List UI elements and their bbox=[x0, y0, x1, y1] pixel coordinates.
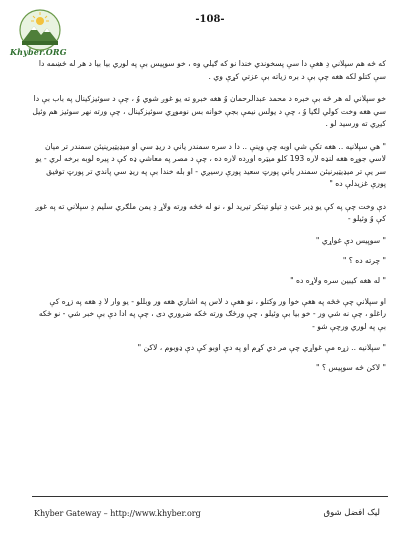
dialogue-line-3: " له هغه کیبین سره ولاړه ده " bbox=[290, 275, 386, 285]
dialogue-line-4: " سپلانیه .. زړه مې غواړي چې مر دي کړم او په دې اوبو کې دې ډوبوم ، لاکن " bbox=[137, 343, 386, 352]
paragraph-1: که څه هم سپلاني دِ هغې دا سې پسخوندي خندا نو که ګیلي وه ، خو سوپیس بې په لوري بیا بیا د هر له څښمه دا سې کتلو لکه هغه چې بې د بره زیاته بې عزتي کړې وي . bbox=[38, 59, 386, 81]
paragraph-3: " هي سپلانیه .. هغه تکې شي اوبه چې وینې .. دا د سره سمندر یاني د ریډ سي او میډیټیرینیئن سمندر تر میان لاسي جوړه هغه لنډه لاره 193 کلو میټره اوږده لاره ده ، چې د مصر په معاشي ډه کې د پیره لوبه برخه لري - یو سر یې تر میډیټیرنیئن سمندر یاني پورټ سعید پورې رسیږي - او بله خندا بې په ریډ سي پاندي تر پورټ توفیق پورې غزیدلې ده " bbox=[35, 141, 386, 188]
document-body bbox=[32, 58, 386, 383]
dialogue-line-1: " سوپیس دې غواړي " bbox=[315, 235, 386, 245]
page-number: -108- bbox=[195, 14, 225, 25]
logo-text: Khyber.ORG bbox=[10, 47, 67, 57]
dialogue-line-2: " چرته ده ؟ " bbox=[342, 255, 386, 265]
footer-source: Khyber Gateway – http://www.khyber.org bbox=[34, 509, 201, 518]
paragraph-2: خو سپلاني له هر څه بې خبره د محمد عبدالرحمان وُ هغه خبرو ته یو غوږ شوي وُ ، چې د سوئیزکینال په باب بې دا سي هغه وخت کولي لګیا وُ ، چې د یولس نیمې بجې خوانه بس نوموړي سوئیزکینال ، چې ورته نهر سوئیز هم وئیل کیږي ته ورسید لو . bbox=[32, 94, 386, 128]
footer-divider bbox=[32, 496, 388, 497]
paragraph-5: او سپلاني چې څڅه په هغې خوا ور وکتلو ، نو هغې د لاس په اشاري هغه ور وبللو - یو وار لا دِ هغه په زړه کې راغلو ، چې نه شي ور - خو بیا بې وئیلو ، چې ورځګ ورته ځکه ضروري دی ، چې په ادا دې بې خبر شي - نو ځکه بې په لوري ورچې شو - bbox=[38, 296, 386, 331]
paragraph-4: دې وخت چې په کې یو ډیر غټ دِ تیلو تیتکر تیرید لو ، نو له څڅه ورته ولاړ دِ یمن ملګري سلیم دِ سپلاني ته په غوږ کې وُ وئیلو - bbox=[35, 201, 386, 223]
footer-author: لیک افضل شوق bbox=[323, 508, 380, 518]
dialogue-line-5: " لاکن څه سوپیس ؟ " bbox=[316, 363, 386, 372]
